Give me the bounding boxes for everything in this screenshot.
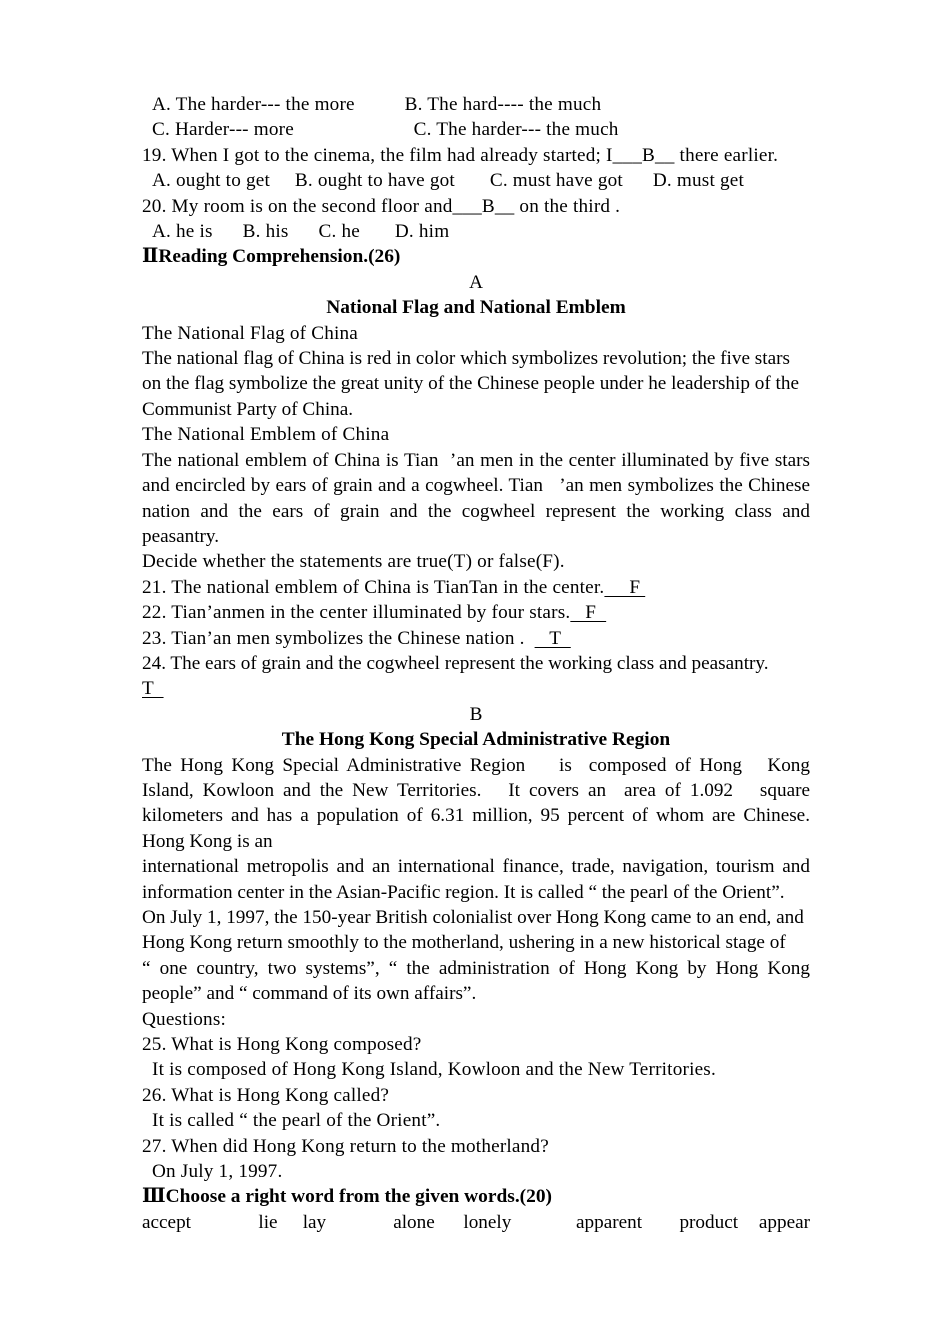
word-bank-item-product[interactable]: product xyxy=(679,1211,739,1233)
part-b-title: The Hong Kong Special Administrative Region xyxy=(281,729,671,751)
questions-label: Questions: xyxy=(142,1008,227,1030)
statement-24-answer[interactable]: T xyxy=(142,678,164,700)
statement-23-answer[interactable]: T xyxy=(534,627,571,649)
emblem-paragraph: The national emblem of China is Tian ’an men in the center illuminated by five stars and encircled by ears of grain and a cogwheel. Tian ’an men symbolizes the Chinese nation and the ears of grain and the cogwheel represent the working class and peasantry. xyxy=(142,449,815,547)
question-19-options: A. ought to get B. ought to have got C. must have got D. must get xyxy=(142,170,744,192)
statement-24-answer-line xyxy=(142,676,810,701)
word-bank xyxy=(142,1210,810,1235)
word-bank-item-appear[interactable]: appear xyxy=(758,1211,811,1233)
hongkong-paragraph-4: “ one country, two systems”, “ the administration of Hong Kong by Hong Kong people” and “ command of its own affairs”. xyxy=(142,957,815,1005)
answer-25[interactable]: It is composed of Hong Kong Island, Kowloon and the New Territories. xyxy=(142,1059,716,1081)
hongkong-paragraph-1: The Hong Kong Special Administrative Region is composed of Hong Kong Island, Kowloon and the New Territories. It covers an area of 1.092 square kilometers and has a population of 6.31 million, 95 percent of whom are Chinese. Hong Kong is an xyxy=(142,754,820,852)
statement-21-text: 21. The national emblem of China is TianTan in the center. xyxy=(142,576,605,598)
word-bank-item-lie[interactable]: lie xyxy=(258,1211,278,1233)
flag-subheading: The National Flag of China xyxy=(142,322,359,344)
part-a-title: National Flag and National Emblem xyxy=(326,297,626,319)
section-two-numeral: Ⅱ xyxy=(142,246,159,268)
q18-options-row1: A. The harder--- the more B. The hard---- the much xyxy=(142,94,602,115)
statement-23-text: 23. Tian’an men symbolizes the Chinese nation . xyxy=(142,627,535,649)
section-three-heading-text: Choose a right word from the given words.(20) xyxy=(165,1186,552,1208)
word-bank-item-accept[interactable]: accept xyxy=(142,1211,191,1233)
question-27: 27. When did Hong Kong return to the motherland? xyxy=(142,1135,549,1157)
word-bank-item-lay[interactable]: lay xyxy=(302,1211,327,1233)
section-three-numeral: Ⅲ xyxy=(142,1186,166,1208)
true-false-instruction: Decide whether the statements are true(T) or false(F). xyxy=(142,551,565,573)
hongkong-paragraph-3: On July 1, 1997, the 150-year British colonialist over Hong Kong came to an end, and Hong Kong return smoothly to the motherland, ushering in a new historical stage of xyxy=(142,907,809,954)
answer-27[interactable]: On July 1, 1997. xyxy=(142,1161,283,1183)
part-b-marker: B xyxy=(469,703,483,725)
hongkong-paragraph-2: international metropolis and an international finance, trade, navigation, tourism and information center in the Asian-Pacific region. It is called “ the pearl of the Orient”. xyxy=(142,856,815,903)
statement-21-answer[interactable]: F xyxy=(604,576,646,598)
word-bank-item-alone[interactable]: alone xyxy=(393,1211,435,1233)
q18-options-row2: C. Harder--- more C. The harder--- the much xyxy=(142,119,619,141)
question-19-stem: 19. When I got to the cinema, the film had already started; I___B__ there earlier. xyxy=(142,144,779,166)
word-bank-item-apparent[interactable]: apparent xyxy=(576,1211,643,1233)
statement-24-text: 24. The ears of grain and the cogwheel represent the working class and peasantry. xyxy=(142,652,769,674)
emblem-subheading: The National Emblem of China xyxy=(142,424,390,446)
word-bank-item-lonely[interactable]: lonely xyxy=(463,1211,512,1233)
statement-23 xyxy=(142,626,810,651)
question-20-options: A. he is B. his C. he D. him xyxy=(142,221,450,243)
part-a-marker: A xyxy=(469,271,483,293)
statement-22-text: 22. Tian’anmen in the center illuminated by four stars. xyxy=(142,602,571,624)
section-two-heading xyxy=(142,244,810,269)
section-three-heading xyxy=(142,1184,810,1209)
question-20-stem: 20. My room is on the second floor and___B__ on the third . xyxy=(142,195,621,217)
statement-22-answer[interactable]: F xyxy=(570,602,607,624)
question-26: 26. What is Hong Kong called? xyxy=(142,1084,390,1106)
question-25: 25. What is Hong Kong composed? xyxy=(142,1034,422,1056)
statement-24 xyxy=(142,651,810,676)
statement-22 xyxy=(142,600,810,625)
answer-26[interactable]: It is called “ the pearl of the Orient”. xyxy=(142,1110,441,1132)
statement-21 xyxy=(142,575,810,600)
document-body xyxy=(142,92,820,1235)
section-two-heading-text: Reading Comprehension.(26) xyxy=(158,246,401,268)
flag-paragraph: The national flag of China is red in color which symbolizes revolution; the five stars on the flag symbolize the great unity of the Chinese people under he leadership of the Communist Party of China. xyxy=(142,348,804,420)
